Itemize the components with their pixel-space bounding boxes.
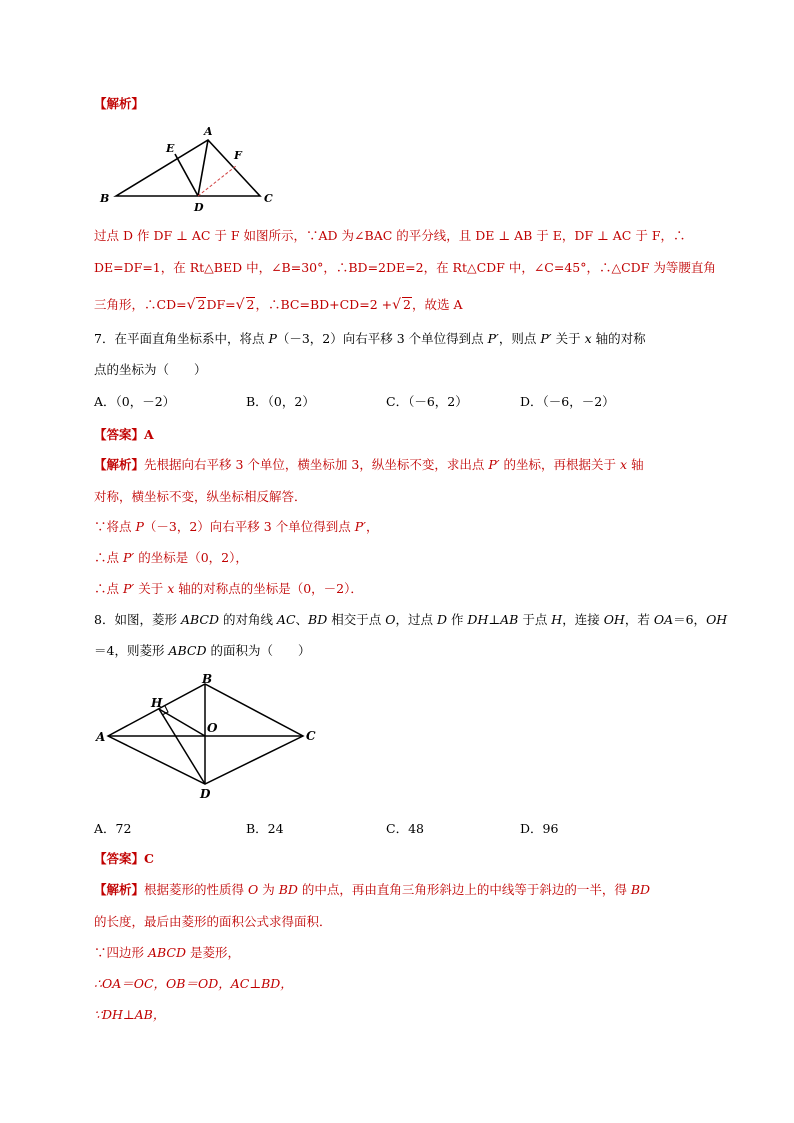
q6-label-f: F	[234, 149, 242, 162]
q8-s-bd: BD	[308, 612, 328, 627]
q8-s-t8: 于点	[518, 612, 552, 627]
q8-ex1-t1: 根据菱形的性质得	[144, 882, 248, 897]
q8-s2-t1: ＝4，则菱形	[94, 643, 169, 658]
q8-answer	[94, 851, 154, 867]
q8-s-t5: ，过点	[395, 612, 437, 627]
q7-ex5-x: x	[167, 581, 175, 596]
q7-stem-p: P	[268, 331, 277, 346]
q7-analysis-line2: 对称，横坐标不变，纵坐标相反解答．	[94, 489, 307, 504]
q8-label-o: O	[207, 721, 218, 735]
q8-s-h: H	[551, 612, 563, 627]
q8-analysis-line3	[94, 945, 240, 961]
q8-option-d[interactable]: D．96	[520, 821, 559, 836]
q8-label-h: H	[151, 696, 163, 710]
q6-triangle-figure	[94, 118, 294, 214]
q8-ex1-bd: BD	[278, 882, 298, 897]
q6-analysis-tag: 【解析】	[94, 96, 145, 111]
q8-analysis-line1	[94, 882, 650, 898]
q8-s-t10: ，若	[624, 612, 654, 627]
q7-ex3-t2: （－3，2）向右平移 3 个单位得到点	[143, 519, 355, 534]
q6-line3-part1: 三角形，∴CD=	[94, 297, 187, 312]
q7-stem-t2: （－3，2）向右平移 3 个单位得到点	[276, 331, 488, 346]
q8-label-d: D	[200, 787, 211, 801]
q7-ex4-t2: 的坐标是（0，2），	[134, 550, 248, 565]
q7-stem-x: x	[584, 331, 592, 346]
q7-ex5-p: P′	[122, 581, 135, 596]
q8-analysis-line4: ∴OA＝OC，OB＝OD，AC⊥BD，	[94, 976, 293, 991]
q8-stem-line1	[94, 612, 727, 628]
q7-answer	[94, 427, 154, 443]
q8-ex3-t2: 是菱形，	[186, 945, 240, 960]
q7-ex4-t1: ∴点	[94, 550, 123, 565]
q7-analysis-line4	[94, 550, 248, 566]
q7-option-a[interactable]: A．（0，－2）	[94, 394, 176, 409]
q8-s-oa: OA	[653, 612, 674, 627]
q8-s-oh: OH	[603, 612, 625, 627]
q7-ex5-t3: 轴的对称点的坐标是（0，－2）．	[174, 581, 363, 596]
q8-s-t4: 相交于点	[327, 612, 386, 627]
q6-label-b: B	[100, 192, 110, 205]
q8-s-t2: 的对角线	[218, 612, 277, 627]
q7-stem-line1	[94, 331, 646, 347]
q6-label-a: A	[204, 125, 213, 138]
q7-ex4-p: P′	[122, 550, 135, 565]
q6-label-c: C	[264, 192, 273, 205]
q7-stem-p2: P′	[487, 331, 499, 346]
q8-s-t3: 、	[295, 612, 309, 627]
q7-ex3-t1: ∵将点	[94, 519, 136, 534]
q8-s-t6: 作	[446, 612, 468, 627]
q8-ex3-abcd: ABCD	[147, 945, 187, 960]
q8-s-abcd: ABCD	[180, 612, 219, 627]
q7-ex1-p: P′	[488, 457, 500, 472]
q7-ex5-t2: 关于	[134, 581, 168, 596]
q7-stem-t1: 7．在平面直角坐标系中，将点	[94, 331, 269, 346]
q7-ex3-p2: P′	[354, 519, 366, 534]
q7-stem-t4: 关于	[551, 331, 585, 346]
q7-stem-p3: P′	[540, 331, 552, 346]
q7-ex1-x: x	[620, 457, 628, 472]
q8-s2-abcd: ABCD	[168, 643, 207, 658]
q8-analysis-line5: ∵DH⊥AB，	[94, 1007, 166, 1022]
q7-ex5-t1: ∴点	[94, 581, 123, 596]
q8-s-t11: ＝6，	[673, 612, 707, 627]
q7-analysis-tag: 【解析】	[94, 457, 145, 472]
q8-analysis-tag: 【解析】	[94, 882, 145, 897]
q6-line3-part3: ，∴BC=BD+CD=	[255, 297, 370, 312]
q8-option-c[interactable]: C．48	[386, 821, 424, 836]
q6-sqrt-2: 2	[246, 297, 255, 312]
q8-s-t9: ，连接	[562, 612, 604, 627]
q8-answer-tag: 【答案】	[94, 851, 145, 866]
q8-rhombus-figure	[94, 672, 334, 804]
q8-ex1-bd2: BD	[630, 882, 651, 897]
q7-ex3-p: P	[135, 519, 144, 534]
q8-answer-value: C	[144, 851, 154, 866]
q8-s-d: D	[436, 612, 447, 627]
q7-analysis-line3	[94, 519, 378, 535]
q8-option-a[interactable]: A．72	[94, 821, 132, 836]
q8-ex3-t1: ∵四边形	[94, 945, 148, 960]
q8-label-c: C	[306, 729, 316, 743]
q8-s-ac: AC	[276, 612, 296, 627]
q7-answer-tag: 【答案】	[94, 427, 145, 442]
q8-s2-t2: 的面积为（ ）	[206, 643, 311, 658]
q6-analysis-line3: 三角形，∴CD=√ 2DF=√ 2，∴BC=BD+CD=2 +√ 2，故选 A	[94, 297, 463, 313]
q7-ex3-t3: ，	[365, 519, 379, 534]
q8-label-b: B	[202, 672, 213, 686]
q7-option-c[interactable]: C．（－6，2）	[386, 394, 468, 409]
q6-sqrt-1: 2	[197, 297, 206, 312]
q8-label-a: A	[96, 730, 106, 744]
q8-s-o: O	[385, 612, 396, 627]
q7-ex1-t2: 的坐标，再根据关于	[499, 457, 621, 472]
q8-s-t1: 8．如图，菱形	[94, 612, 181, 627]
q8-s-t7: ⊥	[488, 612, 501, 627]
q6-line3-part4: 2 +	[369, 297, 393, 312]
q7-answer-value: A	[144, 427, 154, 442]
q6-label-d: D	[194, 201, 204, 214]
q7-option-b[interactable]: B．（0，2）	[246, 394, 315, 409]
q6-line3-part2: DF=	[206, 297, 236, 312]
q7-stem-t3: ，则点	[498, 331, 541, 346]
q8-stem-line2	[94, 643, 310, 659]
q6-label-e: E	[166, 142, 175, 155]
q8-ex1-t3: 的中点，再由直角三角形斜边上的中线等于斜边的一半，得	[297, 882, 631, 897]
q6-analysis-line1: 过点 D 作 DF ⊥ AC 于 F 如图所示，∵AD 为∠BAC 的平分线，且 DE ⊥ AB 于 E，DF ⊥ AC 于 F，∴	[94, 228, 686, 243]
q7-option-d[interactable]: D．（－6，－2）	[520, 394, 615, 409]
q8-s-dh: DH	[467, 612, 489, 627]
q7-ex1-t3: 轴	[627, 457, 644, 472]
q8-s-oh2: OH	[706, 612, 728, 627]
q8-s-ab: AB	[500, 612, 519, 627]
q6-line3-part5: ，故选 A	[411, 297, 463, 312]
q8-analysis-line2: 的长度，最后由菱形的面积公式求得面积．	[94, 914, 332, 929]
q6-sqrt-3: 2	[403, 297, 411, 312]
q7-stem-t5: 轴的对称	[591, 331, 646, 346]
q8-ex1-t2: 为	[258, 882, 279, 897]
q8-option-b[interactable]: B．24	[246, 821, 284, 836]
q7-ex1-t1: 先根据向右平移 3 个单位，横坐标加 3，纵坐标不变，求出点	[144, 457, 489, 472]
q8-ex1-o: O	[248, 882, 259, 897]
q7-stem-line2: 点的坐标为（ ）	[94, 362, 207, 377]
q6-analysis-line2: DE=DF=1，在 Rt△BED 中，∠B=30°，∴BD=2DE=2，在 Rt△CDF 中，∠C=45°，∴△CDF 为等腰直角	[94, 260, 716, 275]
q7-analysis-line5	[94, 581, 363, 597]
q7-analysis-line1	[94, 457, 644, 473]
